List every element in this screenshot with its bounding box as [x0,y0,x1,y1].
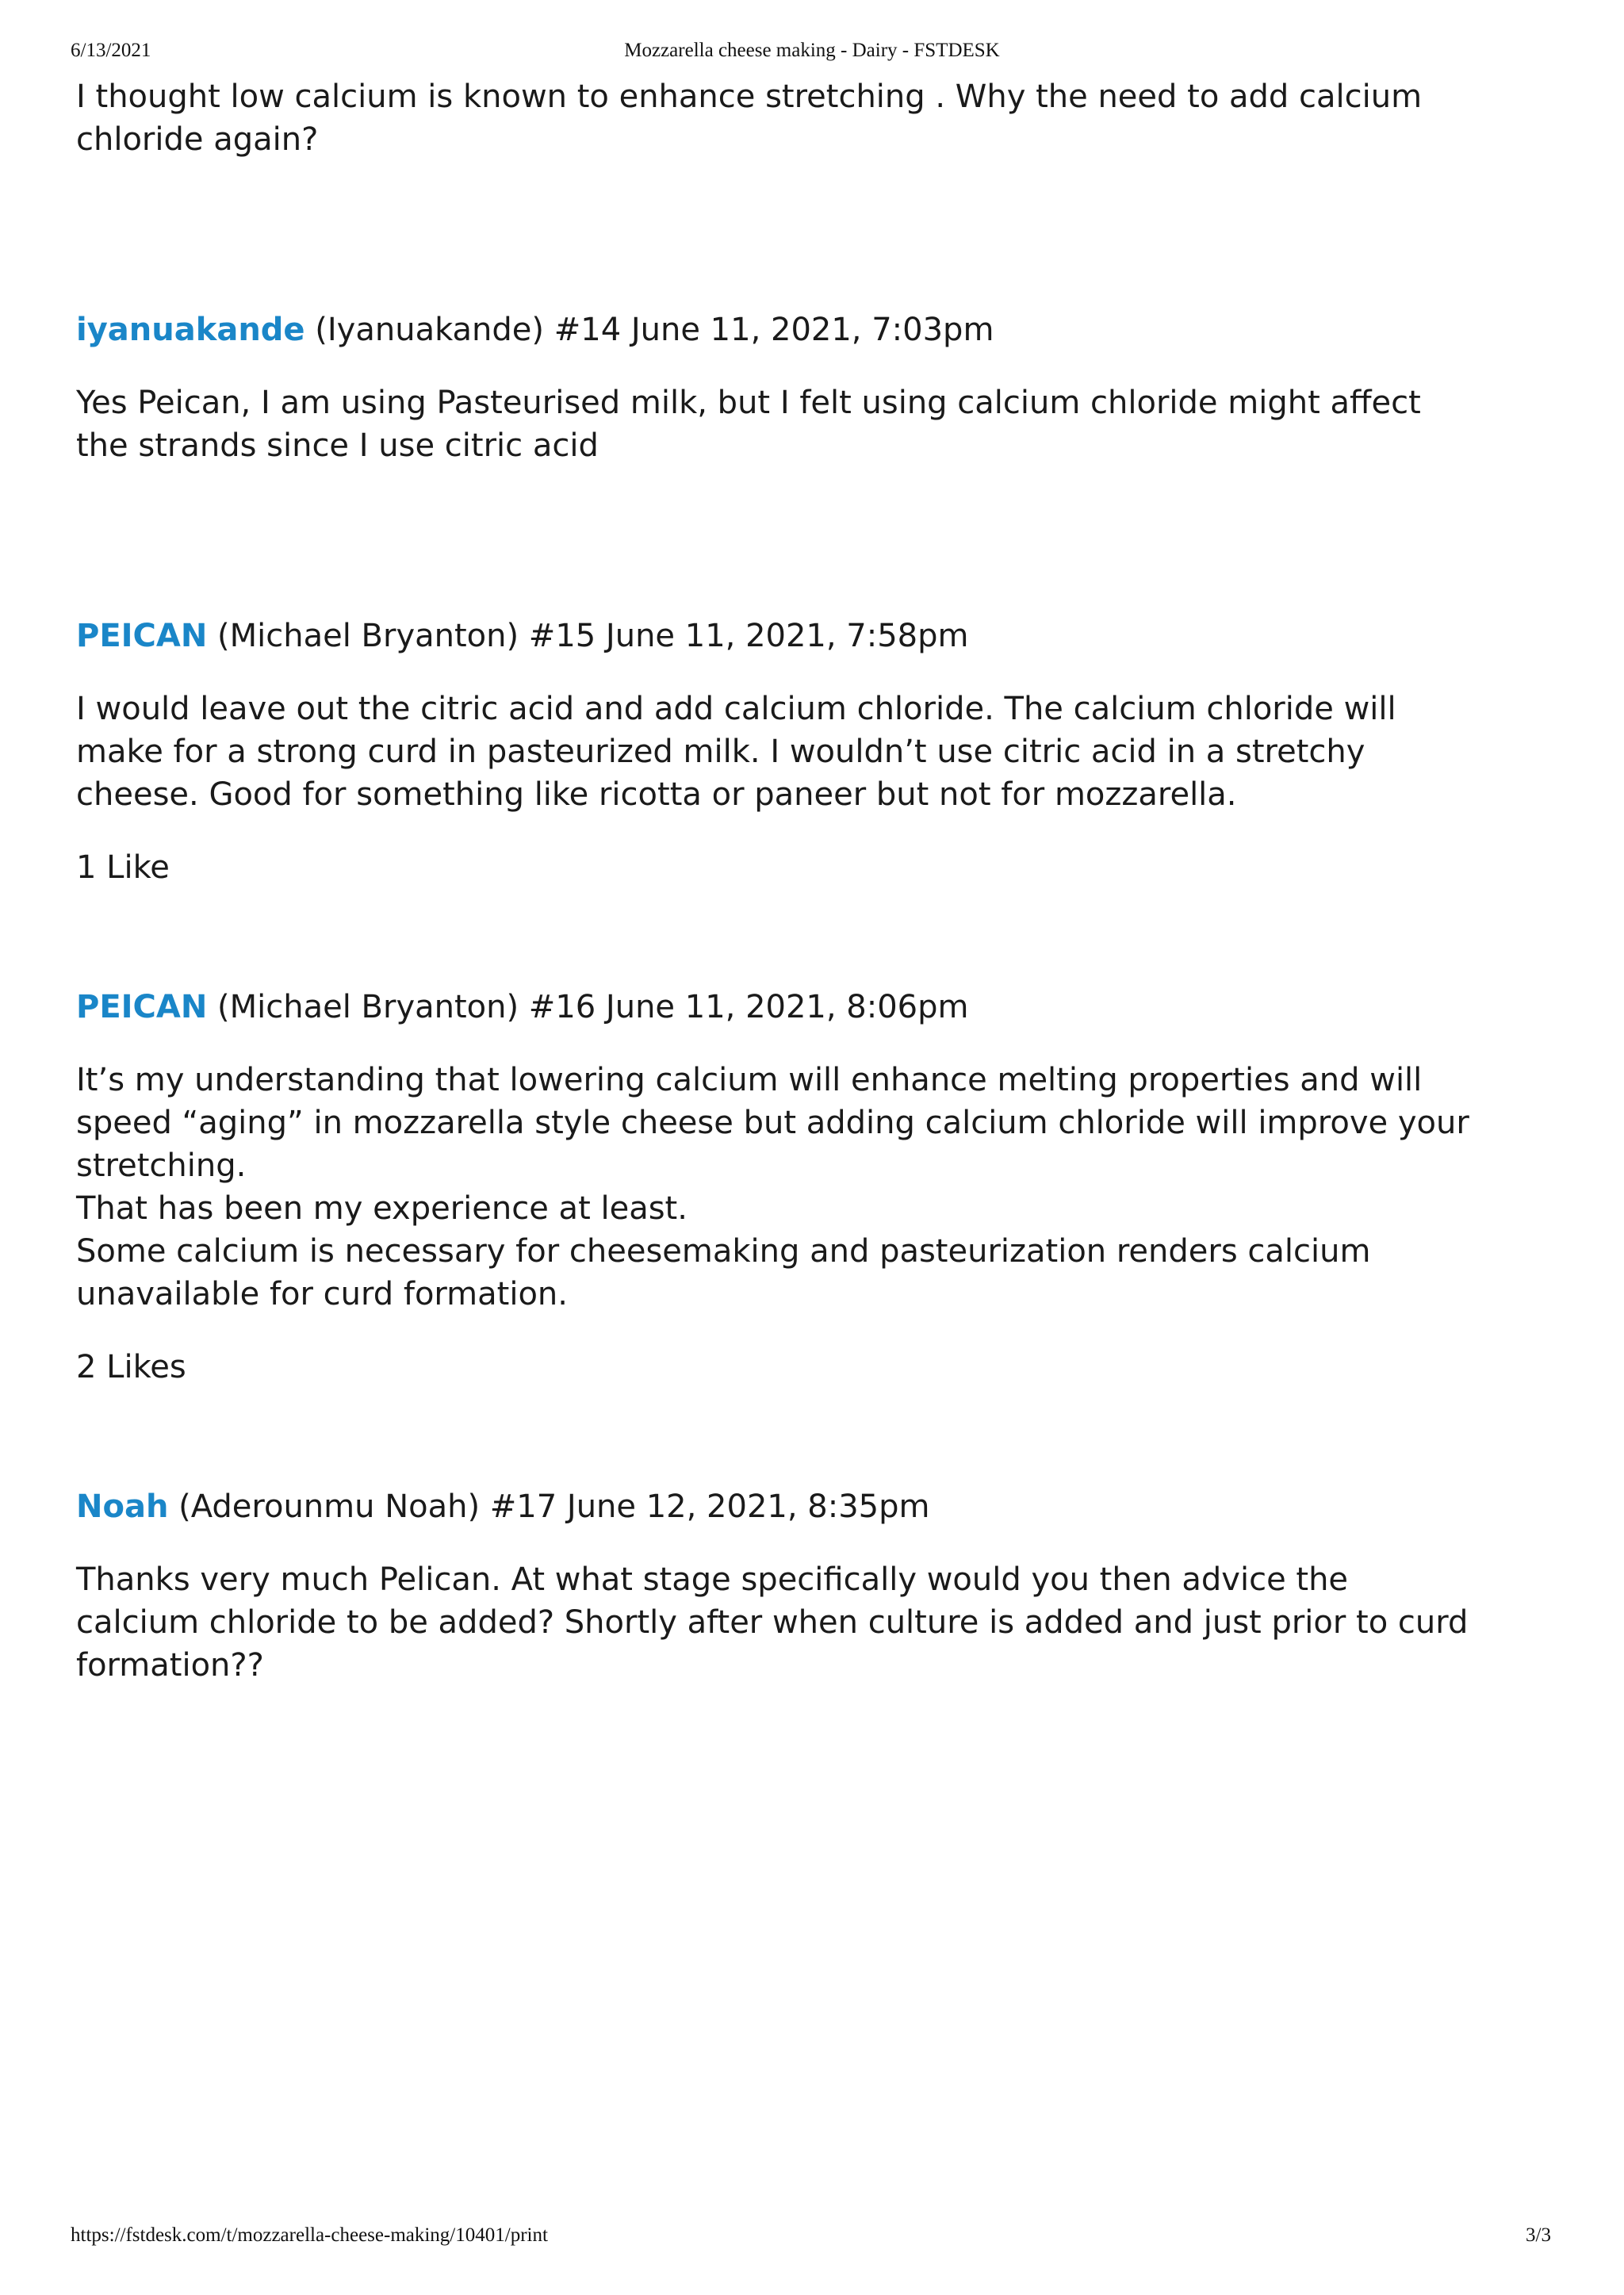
topic-content [76,75,1472,1687]
post-meta: (Michael Bryanton) #16 June 11, 2021, 8:06pm [207,989,969,1025]
post-body [76,688,1448,816]
post-username-link[interactable]: PEICAN [76,989,208,1025]
like-count[interactable]: 1 Like [76,849,170,886]
post-username-link[interactable]: Noah [76,1488,169,1525]
post-15 [76,615,1472,889]
post-body [76,1059,1480,1316]
print-page-title: Mozzarella cheese making - Dairy - FSTDESK [624,40,1000,61]
post-17 [76,1485,1472,1687]
post-body [76,381,1472,467]
continued-post-body [76,75,1456,161]
page-number: 3/3 [1526,2224,1551,2246]
post-meta: (Aderounmu Noah) #17 June 12, 2021, 8:35pm [168,1488,930,1525]
post-paragraph: Thanks very much Pelican. At what stage specifically would you then advice the calcium chloride to be added? Shortly after when culture is added and just prior to curd formation?? [76,1561,1469,1684]
post-meta: (Michael Bryanton) #15 June 11, 2021, 7:58pm [207,618,969,654]
post-paragraph: That has been my experience at least. [76,1190,688,1227]
post-header [76,615,1472,657]
post-username-link[interactable]: iyanuakande [76,312,305,348]
post-username-link[interactable]: PEICAN [76,618,208,654]
post-header [76,308,1472,351]
like-count[interactable]: 2 Likes [76,1349,186,1385]
post-16 [76,986,1472,1389]
post-header [76,986,1472,1029]
post-paragraph: Some calcium is necessary for cheesemaking and pasteurization renders calcium unavailable for curd formation. [76,1233,1371,1312]
print-url: https://fstdesk.com/t/mozzarella-cheese-making/10401/print [71,2224,548,2246]
post-paragraph: I thought low calcium is known to enhance stretching . Why the need to add calcium chloride again? [76,79,1423,158]
post-body [76,1558,1472,1687]
print-date: 6/13/2021 [71,40,151,61]
post-paragraph: Yes Peican, I am using Pasteurised milk, but I felt using calcium chloride might affect the strands since I use citric acid [76,385,1421,464]
post-paragraph: I would leave out the citric acid and add calcium chloride. The calcium chloride will make for a strong curd in pasteurized milk. I wouldn’t use citric acid in a stretchy cheese. Good for something like ricotta or paneer but not for mozzarella. [76,691,1396,813]
post-meta: (Iyanuakande) #14 June 11, 2021, 7:03pm [304,312,994,348]
post-paragraph: It’s my understanding that lowering calcium will enhance melting properties and will speed “aging” in mozzarella style cheese but adding calcium chloride will improve your stretching. [76,1062,1469,1184]
post-14 [76,308,1472,467]
post-header [76,1485,1472,1528]
